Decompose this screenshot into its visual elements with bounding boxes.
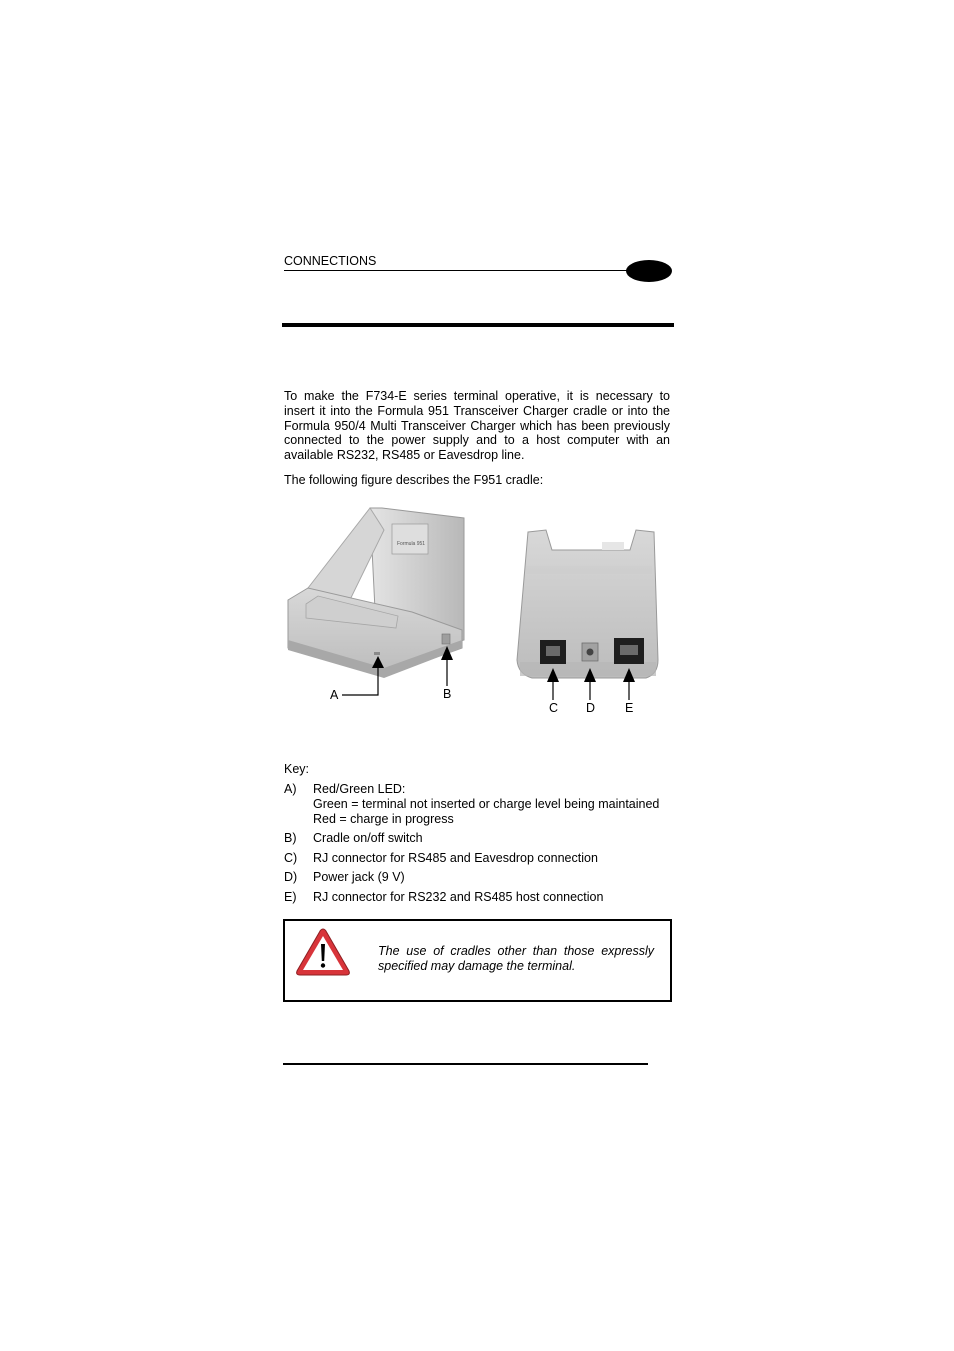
key-item-b [284, 831, 674, 846]
key-item-a [284, 782, 674, 826]
key-text: Red/Green LED: [313, 782, 406, 796]
section-divider [282, 323, 674, 327]
figure-lead-text: The following figure describes the F951 cradle: [284, 473, 544, 487]
label-c: C [549, 701, 559, 715]
key-letter: E) [284, 889, 297, 904]
label-a: A [330, 688, 339, 702]
key-text: Power jack (9 V) [313, 870, 405, 885]
warning-triangle-icon [294, 926, 352, 978]
key-letter: A) [284, 782, 297, 796]
led-indicator [374, 652, 380, 655]
cradle-front-view [288, 508, 464, 678]
key-text: RJ connector for RS232 and RS485 host connection [313, 889, 604, 904]
intro-paragraph: To make the F734-E series terminal operative, it is necessary to insert it into the Formula 951 Transceiver Charger cradle or into the Formula 950/4 Multi Transceiver Charger which has been previously connected to the power supply and to a host computer with an available RS232, RS485 or Eavesdrop line. [284, 389, 670, 463]
label-d: D [586, 701, 596, 715]
key-list [284, 782, 674, 910]
header-rule [284, 270, 634, 271]
key-letter: B) [284, 831, 297, 846]
label-b: B [443, 687, 452, 701]
key-subline-green: Green = terminal not inserted or charge level being maintained [313, 796, 660, 811]
running-header: CONNECTIONS [284, 254, 377, 268]
power-switch [442, 634, 450, 644]
warning-text: The use of cradles other than those expressly specified may damage the terminal. [378, 944, 654, 973]
key-item-c [284, 851, 674, 866]
key-letter: C) [284, 850, 298, 865]
key-item-e [284, 890, 674, 905]
chapter-tab [626, 260, 672, 282]
cradle-rear-view [517, 530, 658, 678]
key-text: Cradle on/off switch [313, 831, 423, 846]
cradle-figure [284, 500, 674, 726]
key-title: Key: [284, 762, 310, 776]
key-text: RJ connector for RS485 and Eavesdrop connection [313, 850, 598, 865]
label-e: E [625, 701, 634, 715]
cradle-logo: Formula 951 [397, 541, 426, 547]
key-item-d [284, 870, 674, 885]
warning-box [283, 919, 672, 1002]
key-letter: D) [284, 870, 298, 885]
key-subline-red: Red = charge in progress [313, 811, 454, 826]
footer-rule [283, 1063, 648, 1065]
